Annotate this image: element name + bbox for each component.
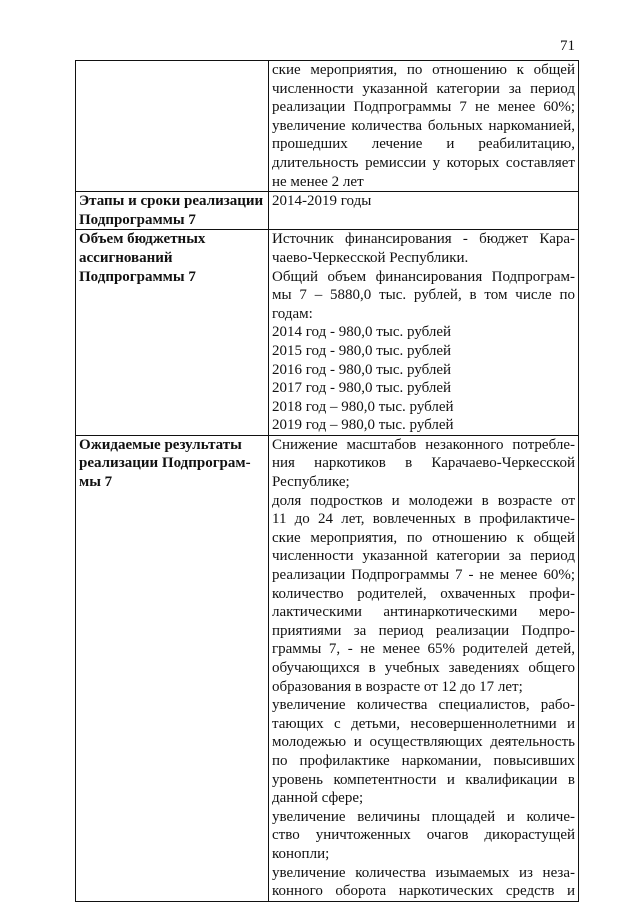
row-value-line: численности указанной категории за период	[272, 80, 575, 97]
row-value-line: прошедших лечение и реабилитацию,	[272, 136, 575, 153]
row-label-line: Подпрограммы 7	[79, 268, 196, 285]
row-value-line: мы 7 – 5880,0 тыс. рублей, в том числе по	[272, 287, 575, 304]
row-value-line: ские мероприятия, по отношению к общей	[272, 529, 575, 546]
row-value-line: конного оборота наркотических средств и	[272, 883, 575, 900]
row-value-line: ство уничтоженных очагов дикорастущей	[272, 827, 575, 844]
row-label-cell	[76, 435, 269, 901]
row-value-line: увеличение величины площадей и количе-	[272, 808, 575, 825]
row-value-line: граммы 7, - не менее 65% родителей детей,	[272, 641, 575, 658]
row-label-cell	[76, 61, 269, 192]
row-value-line: доля подростков и молодежи в возрасте от	[272, 492, 575, 509]
row-label-line: Этапы и сроки реализации	[79, 193, 264, 210]
row-value-line: не менее 2 лет	[272, 173, 364, 190]
table-row-budget-allocations	[76, 230, 579, 436]
row-value-line: 2016 год - 980,0 тыс. рублей	[272, 361, 452, 378]
row-value-cell	[269, 230, 579, 436]
row-value-line: 2019 год – 980,0 тыс. рублей	[272, 417, 454, 434]
row-label-line: Объем бюджетных	[79, 231, 206, 248]
row-value-line: реализации Подпрограммы 7 - не менее 60%;	[272, 567, 575, 584]
row-label-line: Ожидаемые результаты	[79, 436, 242, 453]
row-value-line: тающих с детьми, несовершеннолетними и	[272, 715, 575, 732]
row-value-line: Снижение масштабов незаконного потребле-	[272, 436, 575, 453]
row-label-cell	[76, 230, 269, 436]
row-value-cell	[269, 435, 579, 901]
row-value-line: Республике;	[272, 474, 350, 491]
row-value-line: приятиями за период реализации Подпро-	[272, 622, 575, 639]
row-value-line: 2018 год – 980,0 тыс. рублей	[272, 398, 454, 415]
row-value-line: увеличение количества изымаемых из неза-	[272, 864, 575, 881]
row-label-cell	[76, 192, 269, 230]
row-value-cell	[269, 61, 579, 192]
row-value-line: годам:	[272, 305, 313, 322]
row-value-line: 2014-2019 годы	[272, 193, 372, 210]
row-value-line: молодежью и осуществляющих деятельность	[272, 734, 575, 751]
row-value-line: чаево-Черкесской Республики.	[272, 249, 469, 266]
page-number: 71	[560, 38, 575, 54]
row-label-line: ассигнований	[79, 249, 173, 266]
row-label-line: Подпрограммы 7	[79, 211, 196, 228]
row-value-line: ния наркотиков в Карачаево-Черкесской	[272, 455, 575, 472]
row-value-line: ские мероприятия, по отношению к общей	[272, 62, 575, 78]
row-value-line: увеличение количества специалистов, рабо-	[272, 697, 575, 714]
row-value-line: образования в возрасте от 12 до 17 лет;	[272, 678, 523, 695]
row-value-line: Общий объем финансирования Подпрограм-	[272, 268, 575, 285]
row-value-line: длительность ремиссии у которых составляет	[272, 154, 575, 171]
row-value-cell	[269, 192, 579, 230]
row-value-line: конопли;	[272, 845, 330, 862]
row-label-line: реализации Подпрограм-	[79, 455, 251, 472]
row-value-line: уровень компетентности и квалификации в	[272, 771, 575, 788]
row-label-line: мы 7	[79, 474, 113, 491]
table-row-stages-and-terms	[76, 192, 579, 230]
table-row-continuation	[76, 61, 579, 192]
row-value-line: численности указанной категории за период	[272, 548, 575, 565]
row-value-line: 11 до 24 лет, вовлеченных в профилактиче-	[272, 511, 575, 528]
row-value-line: 2014 год - 980,0 тыс. рублей	[272, 324, 452, 341]
row-value-line: реализации Подпрограммы 7 не менее 60%;	[272, 99, 575, 116]
row-value-line: 2015 год - 980,0 тыс. рублей	[272, 342, 452, 359]
row-value-line: лактическими антинаркотическими меро-	[272, 604, 575, 621]
table-row-expected-results	[76, 435, 579, 901]
row-value-line: по профилактике наркомании, повысивших	[272, 752, 575, 769]
table-body	[76, 61, 579, 902]
row-value-line: Источник финансирования - бюджет Кара-	[272, 231, 575, 248]
subprogram-passport-table	[75, 60, 579, 902]
row-value-line: количество родителей, охваченных профи-	[272, 585, 575, 602]
row-value-line: данной сфере;	[272, 790, 364, 807]
row-value-line: обучающихся в учебных заведениях общего	[272, 660, 575, 676]
row-value-line: увеличение количества больных наркоманией,	[272, 117, 575, 134]
row-value-line: 2017 год - 980,0 тыс. рублей	[272, 380, 452, 397]
